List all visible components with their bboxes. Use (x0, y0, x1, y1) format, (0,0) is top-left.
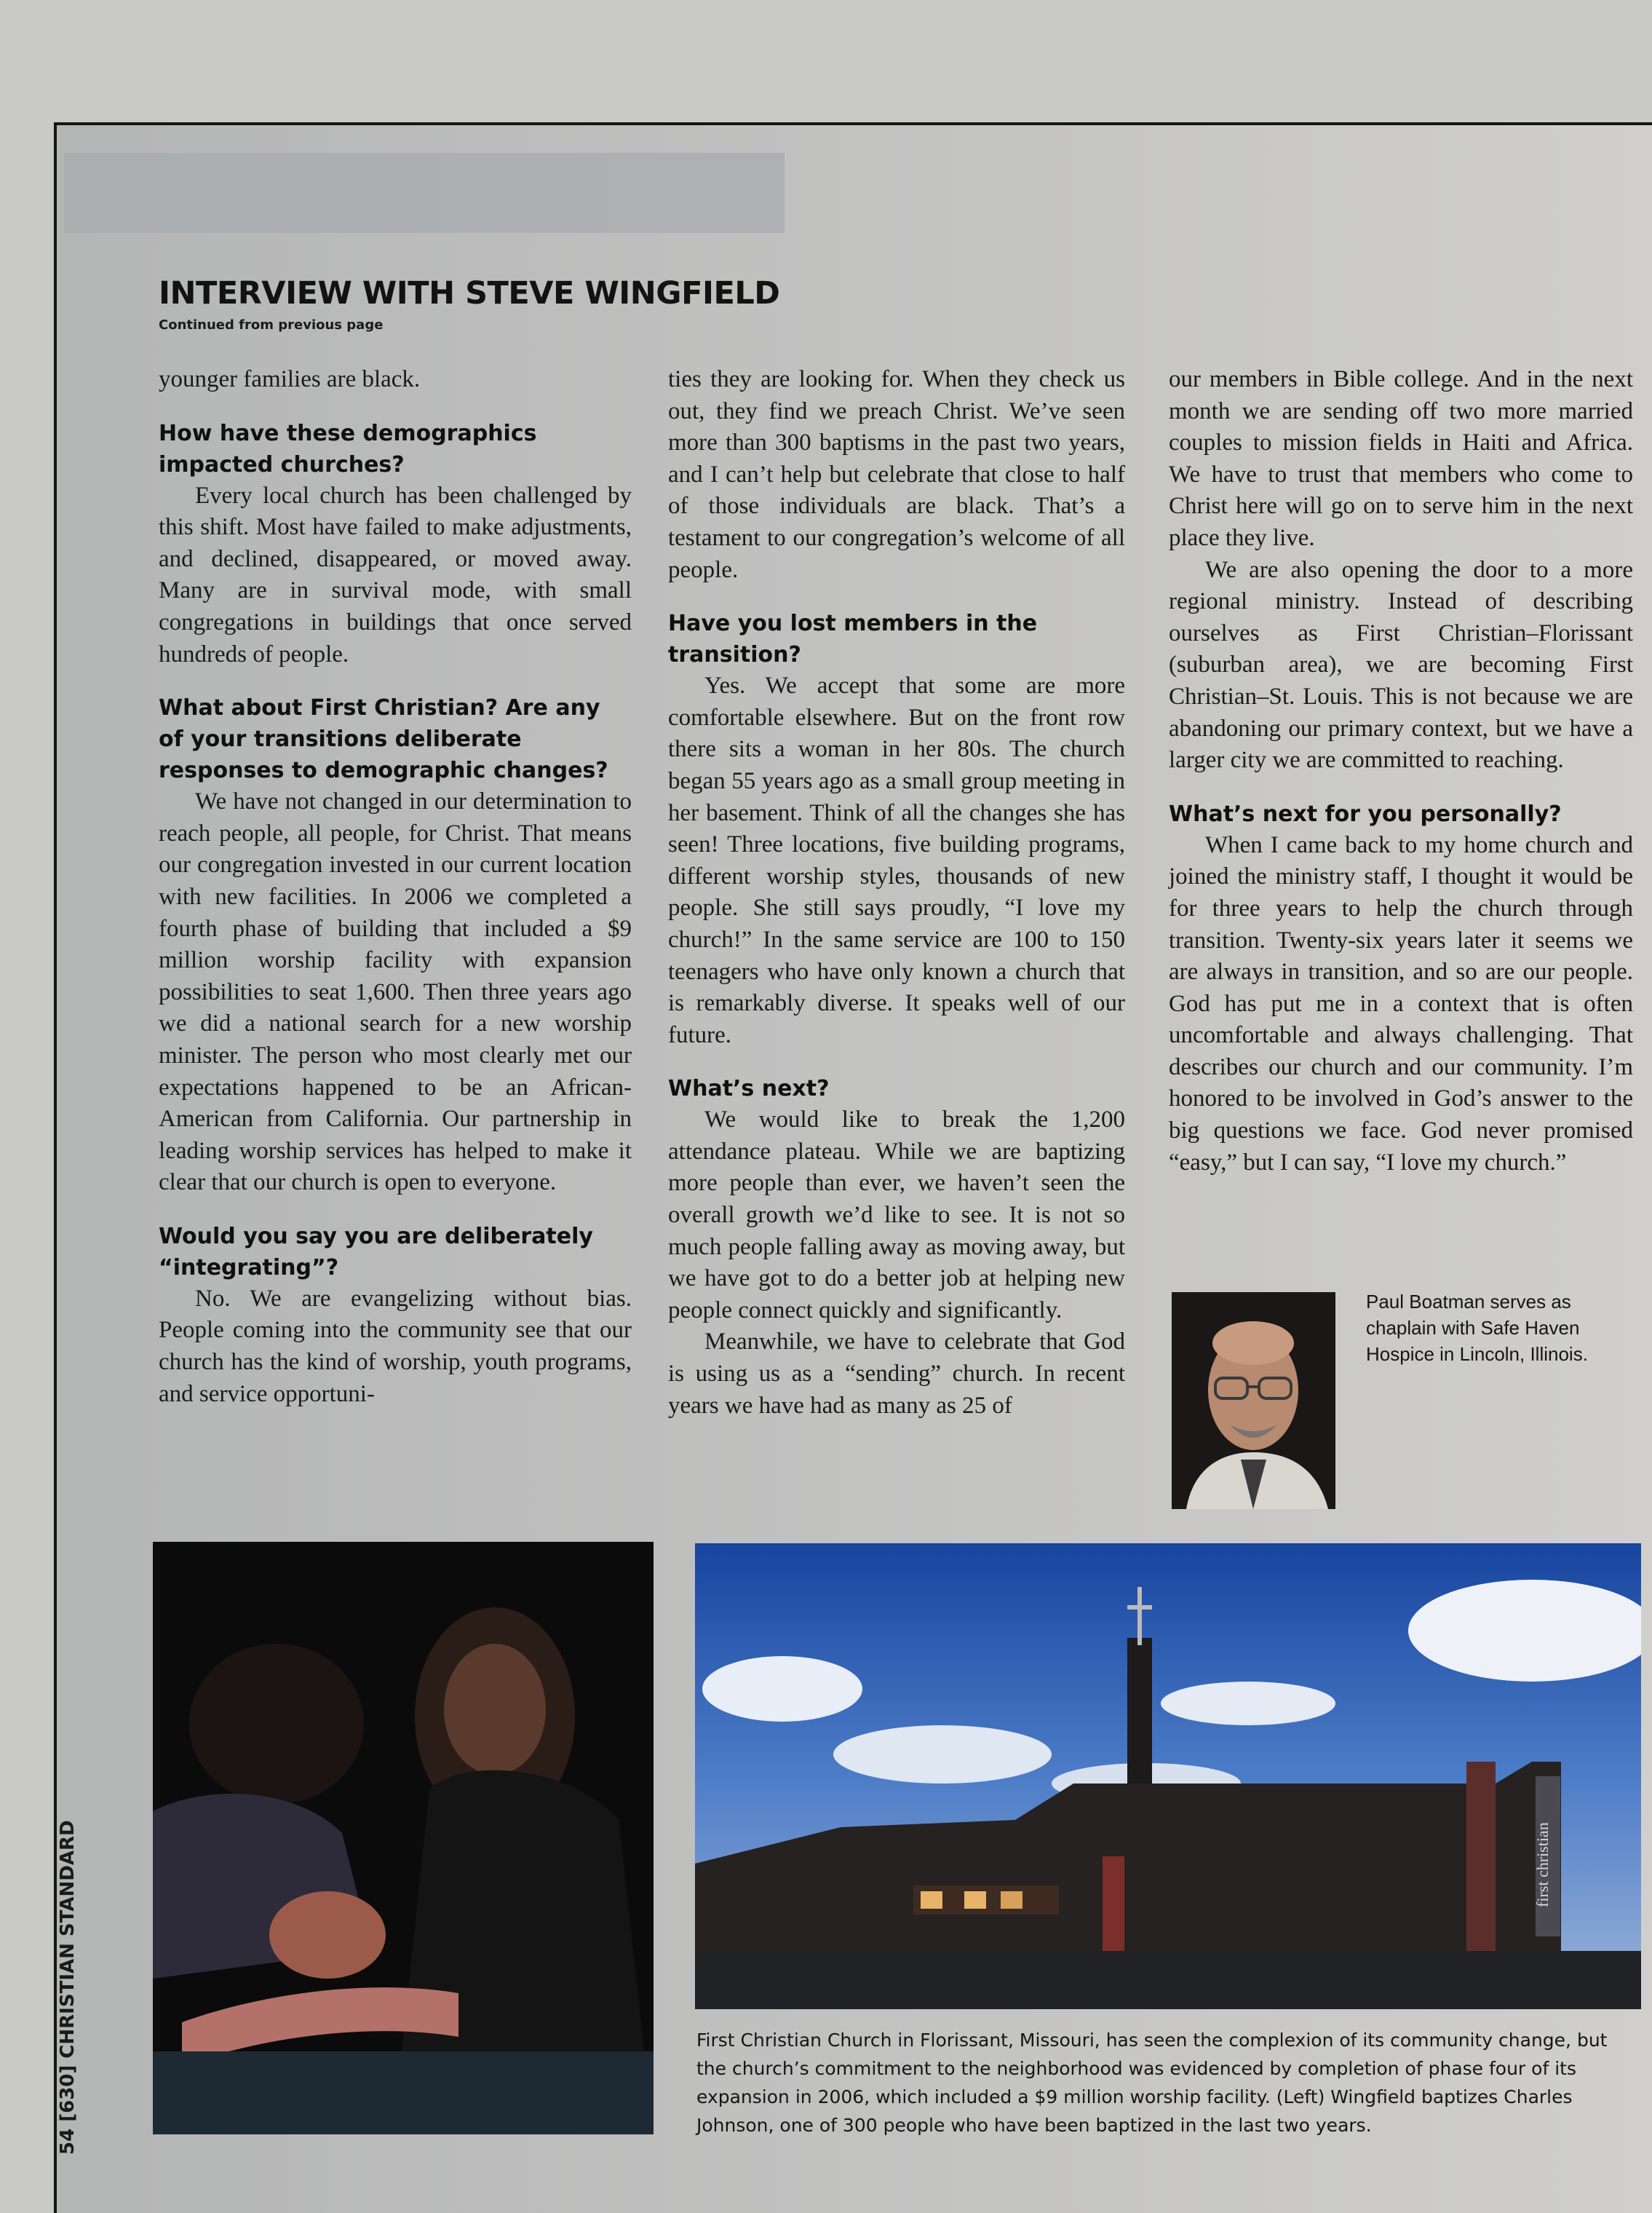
interview-title: INTERVIEW WITH STEVE WINGFIELD (159, 275, 780, 312)
body-paragraph: ties they are looking for. When they check us out, they find we preach Christ. We’ve seen more than 300 baptisms in the past two years, and I can’t help but celebrate that close to half of those individuals are black. That’s a testament to our congregation’s welcome of all people. (668, 366, 1125, 583)
baptism-photo (153, 1542, 654, 2134)
article-column-2 (668, 364, 1125, 1422)
church-illustration (695, 1543, 1641, 2009)
photo-caption: First Christian Church in Florissant, Missouri, has seen the complexion of its community change, but the church’s commitment to the neighborhood was evidenced by completion of phase four of its expansion in 2006, which included a $9 million worship facility. (Left) Wingfield baptizes Charles Johnson, one of 300 people who have been baptized in the last two years. (696, 2030, 1608, 2136)
interview-question: What’s next? (668, 1076, 830, 1102)
author-portrait-illustration (1172, 1292, 1335, 1509)
article-column-1 (159, 364, 632, 1410)
body-paragraph: We would like to break the 1,200 attendance plateau. While we are baptizing more people than ever, we haven’t seen the overall growth we’d like to see. It is not so much people falling away as moving away, but we have got to do a better job at helping new people connect quickly and significantly. (668, 1106, 1125, 1323)
interview-question: What’s next for you personally? (1169, 801, 1562, 827)
interview-question: How have these demographics impacted churches? (159, 420, 537, 478)
header-band (64, 153, 785, 233)
article-column-3 (1169, 364, 1633, 1179)
author-photo (1172, 1292, 1335, 1509)
interview-question: What about First Christian? Are any of your transitions deliberate responses to demographic changes? (159, 695, 608, 784)
body-paragraph: Yes. We accept that some are more comfortable elsewhere. But on the front row there sits a woman in her 80s. The church began 55 years ago as a small group meeting in her basement. Think of all the changes she has seen! Three locations, five building programs, different worship styles, thousands of new people. She still says proudly, “I love my church!” In the same service are 100 to 150 teenagers who have only known a church that is remarkably diverse. It speaks well of our future. (668, 673, 1125, 1048)
body-paragraph: We have not changed in our determination to reach people, all people, for Christ. That means our congregation invested in our current location with new facilities. In 2006 we completed a fourth phase of building that included a $9 million worship facility with expansion possibilities to seat 1,600. Then three years ago we did a national search for a new worship minister. The person who most clearly met our expectations happened to be an African-American from California. Our partnership in leading worship services has helped to make it clear that our church is open to everyone. (159, 788, 632, 1196)
body-paragraph: No. We are evangelizing without bias. People coming into the community see that our church has the kind of worship, youth programs, and service opportuni- (159, 1285, 632, 1407)
interview-question: Have you lost members in the transition? (668, 611, 1038, 668)
body-paragraph: When I came back to my home church and joined the ministry staff, I thought it would be for three years to help the church through transition. Twenty-six years later it seems we are always in transition, and so are our people. God has put me in a context that is often uncomfortable and always challenging. That describes our church and our community. I’m honored to be involved in God’s answer to the big questions we face. God never promised “easy,” but I can say, “I love my church.” (1169, 831, 1633, 1176)
baptism-illustration (153, 1542, 654, 2134)
author-bio: Paul Boatman serves as chaplain with Safe Haven Hospice in Lincoln, Illinois. (1366, 1291, 1588, 1365)
page-folio: 54 [630] CHRISTIAN STANDARD (57, 1820, 79, 2155)
church-sign-text: first christian (1533, 1822, 1552, 1907)
body-paragraph: Meanwhile, we have to celebrate that God is using us as a “sending” church. In recent years we have had as many as 25 of (668, 1329, 1125, 1419)
body-paragraph: Every local church has been challenged by this shift. Most have failed to make adjustments, and declined, disappeared, or moved away. Many are in survival mode, with small congregations in buildings that once served hundreds of people. (159, 482, 632, 668)
continued-note: Continued from previous page (159, 317, 384, 333)
body-paragraph: younger families are black. (159, 366, 421, 392)
body-paragraph: our members in Bible college. And in the next month we are sending off two more married couples to mission fields in Haiti and Africa. We have to trust that members who come to Christ here will go on to serve him in the next place they live. (1169, 366, 1633, 551)
church-photo (695, 1543, 1641, 2009)
interview-question: Would you say you are deliberately “integrating”? (159, 1223, 593, 1280)
body-paragraph: We are also opening the door to a more regional ministry. Instead of describing ourselves as First Christian–Florissant (suburban area), we are becoming First Christian–St. Louis. This is not because we are abandoning our primary context, but we have a larger city we are committed to reaching. (1169, 556, 1633, 774)
